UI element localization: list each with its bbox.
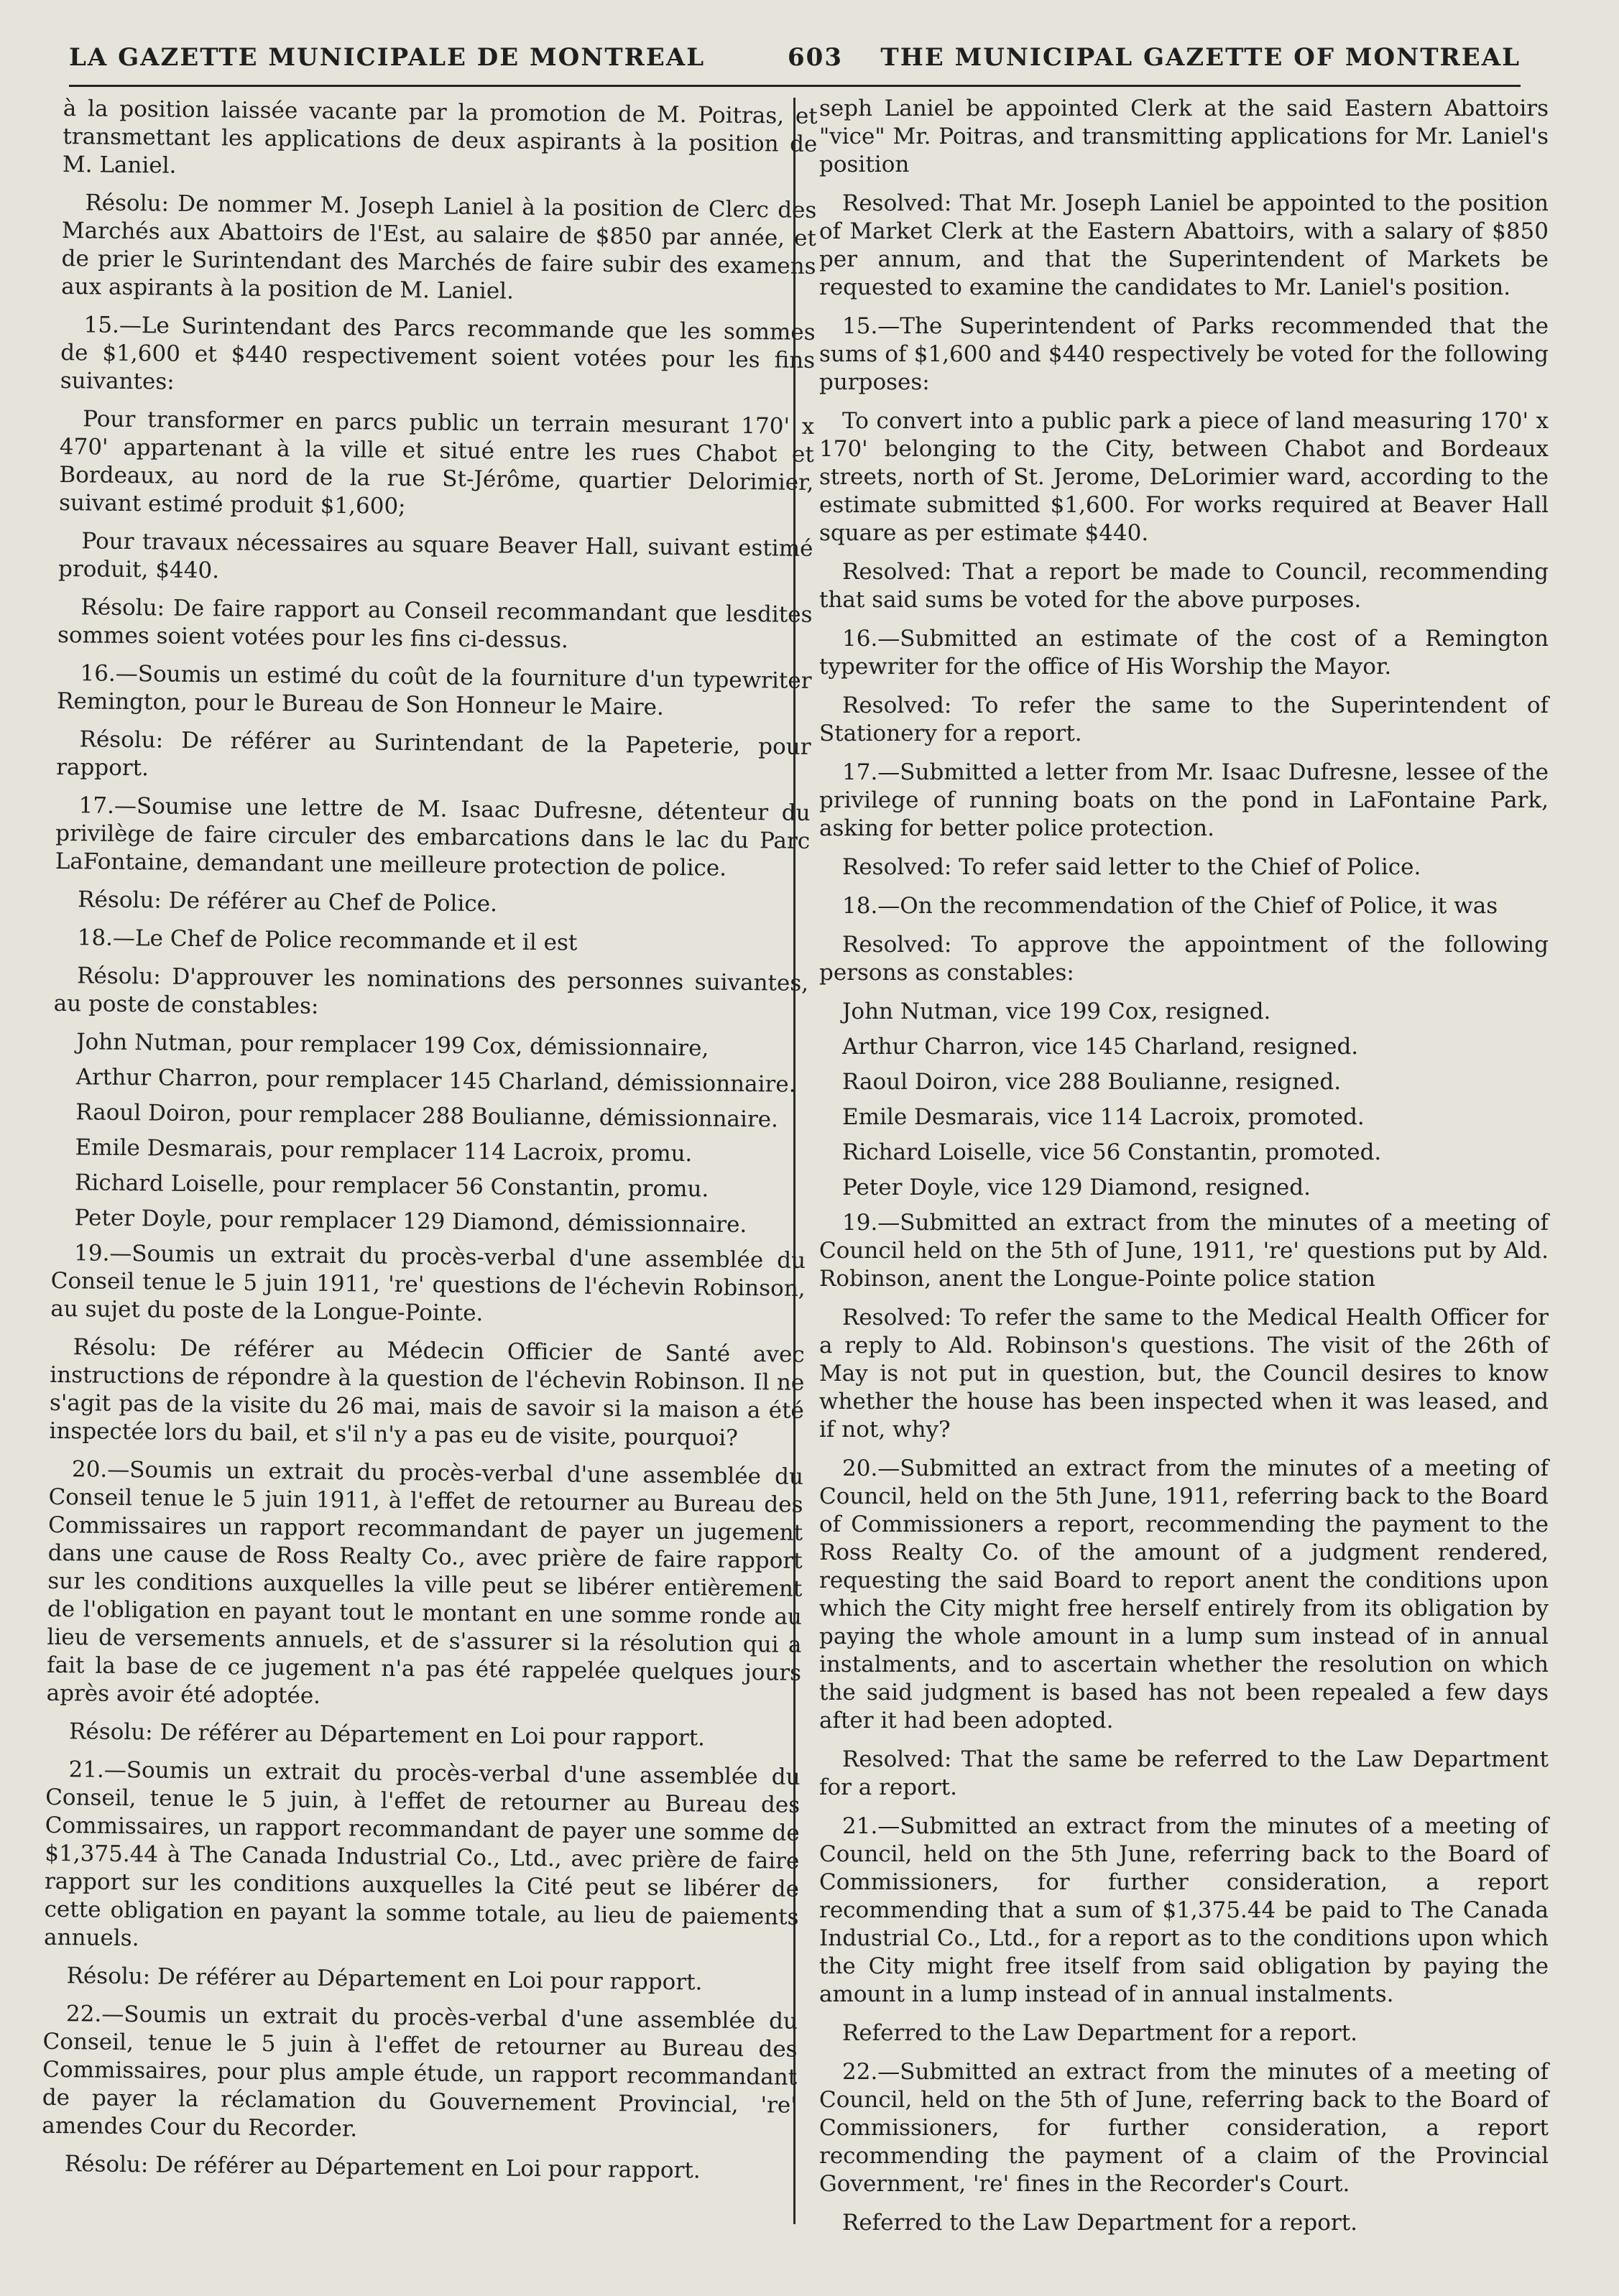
constable-entry: Richard Loiselle, vice 56 Constantin, promoted. [842,1139,1382,1165]
paragraph: Résolu: De nommer M. Joseph Laniel à la position de Clerc des Marchés aux Abattoirs de l'Est, au salaire de $850 par année, et de prier le Surintendant des Marchés de faire subir des examens aux aspirants à la position de M. Laniel. [61,190,817,305]
paragraph: Résolu: De référer au Département en Loi pour rapport. [68,1718,706,1751]
paragraph: 16.—Submitted an estimate of the cost of a Remington typewriter for the office of His Worship the Mayor. [819,626,1549,680]
constable-entry: Raoul Doiron, pour remplacer 288 Boulianne, démissionnaire. [75,1099,779,1133]
constable-entry: Arthur Charron, vice 145 Charland, resigned. [842,1034,1359,1060]
english-column [819,95,1549,2248]
paragraph: Resolved: To refer the same to the Medical Health Officer for a reply to Ald. Robinson's questions. The visit of the 26th of May is not put in question, but, the Council desires to know whether the house has been inspected when it was leased, and if not, why? [819,1305,1549,1443]
paragraph: Resolved: That a report be made to Council, recommending that said sums be voted for the above purposes. [819,559,1549,613]
paragraph: Resolved: That the same be referred to the Law Department for a report. [819,1746,1549,1800]
paragraph: Résolu: De référer au Surintendant de la Papeterie, pour rapport. [56,726,811,782]
paragraph: Résolu: De référer au Département en Loi pour rapport. [66,1963,703,1996]
paragraph: Resolved: To refer said letter to the Chief of Police. [842,854,1421,880]
paragraph: 20.—Soumis un extrait du procès-verbal d'une assemblée du Conseil tenue le 5 juin 1911, à l'effet de retourner au Bureau des Commissaires un rapport recommandant de payer un jugement dans une cause de Ross Realty Co., avec prière de faire rapport sur les conditions auxquelles la ville peut se libérer entièrement de l'obligation en payant tout le montant en une somme ronde au lieu de versements annuels, et de s'assurer si la résolution qui a fait la base de ce jugement n'a pas été rappelée quelques jours après avoir été adoptée. [46,1456,804,1709]
header-rule [69,85,1521,87]
paragraph: Résolu: De référer au Médecin Officier de Santé avec instructions de répondre à la question de l'échevin Robinson. Il ne s'agit pas de la visite du 26 mai, mais de savoir si la maison a été inspectée lors du bail, et s'il n'y a pas eu de visite, pourquoi? [49,1334,805,1451]
paragraph: To convert into a public park a piece of land measuring 170' x 170' belonging to the City, between Chabot and Bordeaux streets, north of St. Jerome, DeLorimier ward, according to the estimate submitted $1,600. For works required at Beaver Hall square as per estimate $440. [819,408,1549,546]
paragraph: Résolu: De référer au Chef de Police. [78,887,498,917]
paragraph: 21.—Submitted an extract from the minutes of a meeting of Council, held on the 5th June, referring back to the Board of Commissioners, for further consideration, a report recommending that a sum of $1,375.44 be paid to The Canada Industrial Co., Ltd., for a report as to the conditions upon which the City might free itself from said obligation by paying the amount in a lump instead of in annual instalments. [819,1813,1549,2007]
paragraph: 19.—Submitted an extract from the minutes of a meeting of Council held on the 5th of June, 1911, 're' questions put by Ald. Robinson, anent the Longue-Pointe police station [819,1210,1549,1292]
paragraph: Referred to the Law Department for a report. [842,2210,1358,2236]
paragraph: Résolu: D'approuver les nominations des personnes suivantes, au poste de constables: [53,963,809,1019]
paragraph: Resolved: To approve the appointment of the following persons as constables: [819,932,1549,986]
header-french-title: LA GAZETTE MUNICIPALE DE MONTREAL [69,43,706,72]
paragraph: 22.—Soumis un extrait du procès-verbal d'une assemblée du Conseil, tenue le 5 juin à l'effet de retourner au Bureau des Commissaires, pour plus ample étude, un rapport recommandant de payer la réclamation du Gouvernement Provincial, 're' amendes Cour du Recorder. [42,2001,798,2142]
constable-entry: John Nutman, vice 199 Cox, resigned. [842,999,1271,1024]
paragraph: Résolu: De faire rapport au Conseil recommandant que lesdites sommes soient votées pour les fins ci-dessus. [57,594,813,654]
paragraph: 21.—Soumis un extrait du procès-verbal d'une assemblée du Conseil, tenue le 5 juin, à l'effet de retourner au Bureau des Commissaires, un rapport recommandant de payer une somme de $1,375.44 à The Canada Industrial Co., Ltd., avec prière de faire rapport sur les conditions auxquelles la Cité peut se libérer de cette obligation en payant la somme totale, au lieu de paiements annuels. [43,1756,801,1952]
paragraph: Referred to the Law Department for a report. [842,2020,1358,2046]
paragraph: seph Laniel be appointed Clerk at the said Eastern Abattoirs "vice" Mr. Poitras, and transmitting applications for Mr. Laniel's position [819,96,1549,177]
paragraph: 18.—On the recommendation of the Chief of Police, it was [842,893,1498,919]
page-header [69,34,1521,78]
constable-entry: Peter Doyle, vice 129 Diamond, resigned. [842,1175,1311,1200]
paragraph: 18.—Le Chef de Police recommande et il est [77,925,578,956]
paragraph: 15.—The Superintendent of Parks recommended that the sums of $1,600 and $440 respectively be voted for the following purposes: [819,313,1549,395]
paragraph: à la position laissée vacante par la promotion de M. Poitras, et transmettant les applications de deux aspirants à la position de M. Laniel. [62,95,818,179]
paragraph: 22.—Submitted an extract from the minutes of a meeting of Council, held on the 5th of June, referring back to the Board of Commissioners, for further consideration, a report recommending the payment of a claim of the Provincial Government, 're' fines in the Recorder's Court. [819,2059,1549,2197]
paragraph: Pour travaux nécessaires au square Beaver Hall, suivant estimé produit, $440. [57,528,813,584]
paragraph: Pour transformer en parcs public un terrain mesurant 170' x 470' appartenant à la ville et situé entre les rues Chabot et Bordeaux, au nord de la rue St-Jérôme, quartier Delorimier, suivant estimé produit $1,600; [58,406,815,520]
constable-entry: Peter Doyle, pour remplacer 129 Diamond, démissionnaire. [74,1205,747,1239]
french-column [41,95,817,2196]
constable-entry: Emile Desmarais, pour remplacer 114 Lacroix, promu. [75,1134,693,1167]
paragraph: 20.—Submitted an extract from the minutes of a meeting of Council, held on the 5th June, 1911, referring back to the Board of Commissioners a report, recommending the payment to the Ross Realty Co. of the amount of a judgment rendered, requesting the said Board to report anent the conditions upon which the City might free herself entirely from its obligation by paying the whole amount in a lump sum instead of in annual instalments, and to ascertain whether the resolution on which the said judgment is based has not been repealed a few days after it had been adopted. [819,1455,1549,1733]
paragraph: 15.—Le Surintendant des Parcs recommande que les sommes de $1,600 et $440 respectivement soient votées pour les fins suivantes: [60,312,816,395]
paragraph: 16.—Soumis un estimé du coût de la fourniture d'un typewriter Remington, pour le Bureau de Son Honneur le Maire. [56,660,812,721]
paragraph: Resolved: To refer the same to the Superintendent of Stationery for a report. [819,693,1549,746]
paragraph: Résolu: De référer au Département en Loi pour rapport. [64,2151,701,2184]
constable-entry: Raoul Doiron, vice 288 Boulianne, resigned. [842,1069,1342,1095]
paragraph: 19.—Soumis un extrait du procès-verbal d'une assemblée du Conseil tenue le 5 juin 1911, 're' questions de l'échevin Robinson, au sujet du poste de la Longue-Pointe. [50,1240,806,1327]
page-number: 603 [788,43,843,72]
paragraph: Resolved: That Mr. Joseph Laniel be appointed to the position of Market Clerk at the Eastern Abattoirs, with a salary of $850 per annum, and that the Superintendent of Markets be requested to examine the candidates to Mr. Laniel's position. [819,190,1549,300]
constable-entry: John Nutman, pour remplacer 199 Cox, démissionnaire, [76,1029,709,1062]
paragraph: 17.—Soumise une lettre de M. Isaac Dufresne, détenteur du privilège de faire circuler des embarcations dans le lac du Parc LaFontaine, demandant une meilleure protection de police. [55,792,811,881]
constable-entry: Richard Loiselle, pour remplacer 56 Constantin, promu. [74,1170,709,1203]
paragraph: 17.—Submitted a letter from Mr. Isaac Dufresne, lessee of the privilege of running boats on the pond in LaFontaine Park, asking for better police protection. [819,759,1549,841]
header-english-title: THE MUNICIPAL GAZETTE OF MONTREAL [880,43,1521,72]
constable-entry: Emile Desmarais, vice 114 Lacroix, promoted. [842,1104,1365,1130]
constable-entry: Arthur Charron, pour remplacer 145 Charland, démissionnaire. [75,1064,796,1098]
